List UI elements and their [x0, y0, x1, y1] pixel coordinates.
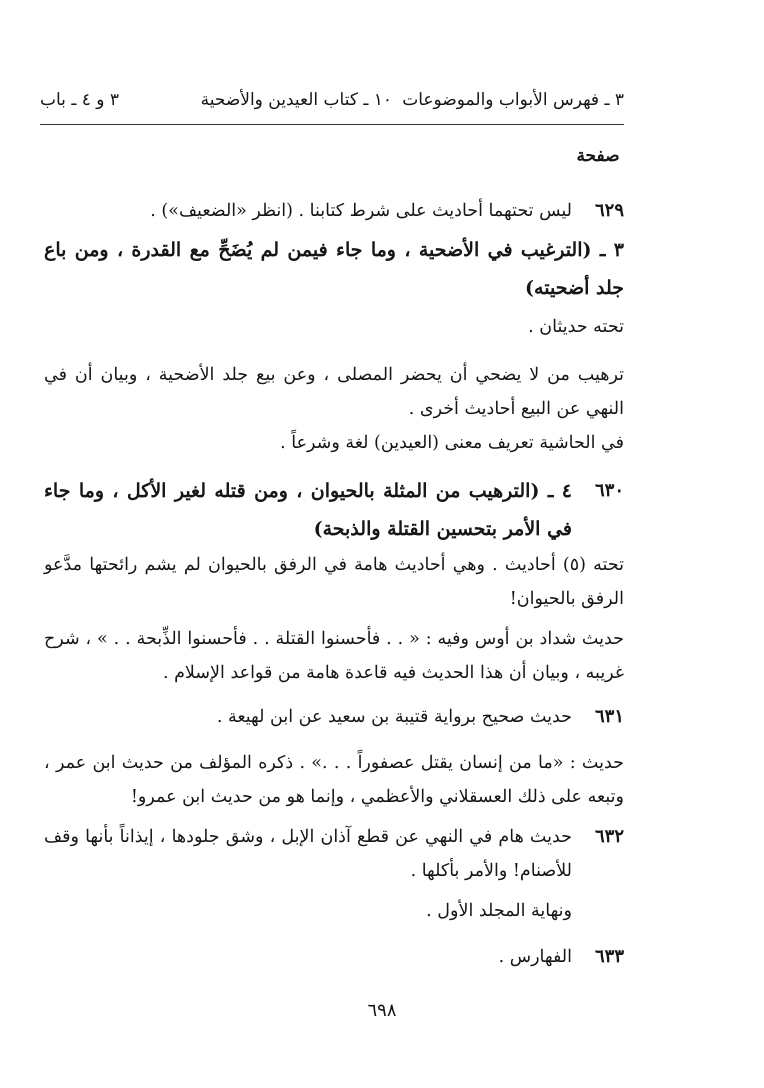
- entry-text: في الحاشية تعريف معنى (العيدين) لغة وشرعاً .: [280, 433, 624, 453]
- entry-text: تحته حديثان .: [528, 317, 624, 337]
- page-number: ٦٩٨: [367, 1000, 397, 1021]
- entry-text: ترهيب من لا يضحي أن يحضر المصلى ، وعن بيع جلد الأضحية ، وبيان أن في النهي عن البيع أحاديث أخرى .: [44, 365, 624, 419]
- page-ref: ٦٣٢: [594, 826, 624, 847]
- entry-text: حديث صحيح برواية قتيبة بن سعيد عن ابن لهيعة .: [216, 707, 572, 727]
- entry-text: تحته (٥) أحاديث . وهي أحاديث هامة في الرفق بالحيوان لم يشم رائحتها مدَّعو الرفق بالحيوان!: [44, 555, 624, 609]
- page-ref: ٦٢٩: [594, 200, 624, 221]
- header-section-title: ٣ ـ فهرس الأبواب والموضوعات: [402, 90, 624, 110]
- header-book-title: ١٠ ـ كتاب العيدين والأضحية: [200, 90, 392, 110]
- page-ref: ٦٣٣: [594, 946, 624, 967]
- page-ref: ٦٣١: [594, 706, 624, 727]
- heading-text: ٤ ـ (الترهيب من المثلة بالحيوان ، ومن قتله لغير الأكل ، وما جاء في الأمر بتحسين القتلة والذبحة): [44, 480, 572, 540]
- header-rule: [40, 124, 624, 125]
- entry-text: حديث هام في النهي عن قطع آذان الإبل ، وشق جلودها ، إيذاناً بأنها وقف للأصنام! والأمر بأكلها .: [44, 827, 572, 881]
- entry-text: حديث شداد بن أوس وفيه : « . . فأحسنوا القتلة . . فأحسنوا الذِّبحة . . » ، شرح غريبه ، وبيان أن هذا الحديث فيه قاعدة هامة من قواعد الإسلام .: [44, 629, 624, 683]
- running-header: [40, 86, 624, 116]
- entry-text: ليس تحتهما أحاديث على شرط كتابنا . (انظر «الضعيف») .: [150, 201, 572, 221]
- entry-text: حديث : «ما من إنسان يقتل عصفوراً . . .» . ذكره المؤلف من حديث ابن عمر ، وتبعه على ذلك العسقلاني والأعظمي ، وإنما هو من حديث ابن عمرو!: [44, 753, 624, 807]
- entry-text: ونهاية المجلد الأول .: [426, 901, 572, 921]
- page-column-label: صفحة: [576, 146, 620, 166]
- heading-text: ٣ ـ (الترغيب في الأضحية ، وما جاء فيمن لم يُضَحِّ مع القدرة ، ومن باع جلد أضحيته): [44, 239, 624, 299]
- header-chapter-range: ٣ و ٤ ـ باب: [40, 90, 120, 110]
- page-ref: ٦٣٠: [594, 480, 624, 501]
- entry-text: الفهارس .: [498, 947, 572, 967]
